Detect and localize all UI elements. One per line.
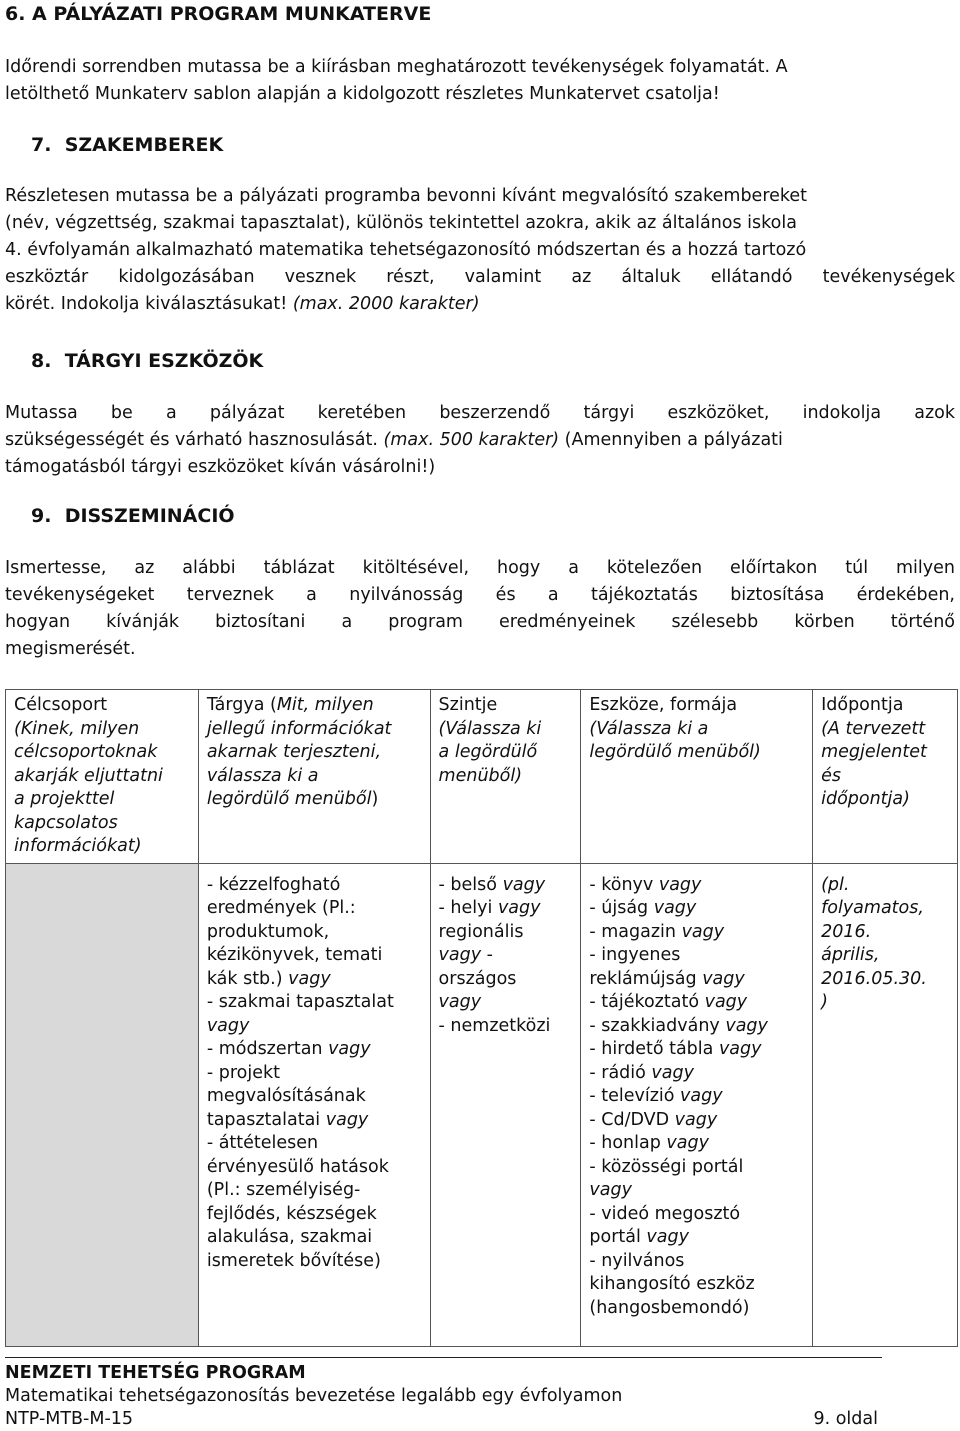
section-6-body <box>5 54 955 108</box>
cell-line: - közösségi portál <box>589 1156 744 1177</box>
body-text: (Amennyiben a pályázati <box>559 430 783 450</box>
cell-line: (Pl.: személyiség- <box>206 1180 361 1200</box>
cell-line: regionális <box>438 921 524 942</box>
cell-line: fejlődés, készségek <box>206 1203 377 1224</box>
cell-line: Célcsoport <box>14 695 108 715</box>
header-cell-means <box>581 690 813 864</box>
cell-line: produktumok, <box>206 921 330 942</box>
cell-line: és <box>821 765 841 786</box>
body-line: eszköztár kidolgozásában vesznek részt, valamint az általuk ellátandó tevékenységek <box>5 267 955 287</box>
cell-line: vagy <box>438 992 482 1012</box>
cell-line: portál vagy <box>589 1227 689 1247</box>
header-cell-level <box>430 690 581 864</box>
char-limit-note: (max. 500 karakter) <box>383 430 560 450</box>
cell-line: - nyilvános <box>589 1250 685 1271</box>
page-number: 9. oldal <box>813 1409 878 1429</box>
section-title: SZAKEMBEREK <box>64 134 224 156</box>
section-number: 7. <box>31 134 52 156</box>
cell-line: - nemzetközi <box>438 1015 551 1036</box>
date-example-cell <box>813 863 958 1346</box>
target-group-cell[interactable] <box>6 863 199 1346</box>
cell-line: (Válassza ki <box>438 718 542 739</box>
cell-line: - magazin vagy <box>589 921 725 942</box>
cell-line: - könyv vagy <box>589 874 702 895</box>
cell-line: menüből) <box>438 765 523 786</box>
section-title: TÁRGYI ESZKÖZÖK <box>64 350 264 372</box>
cell-line: - kézzelfogható <box>206 874 341 895</box>
cell-line: (A tervezett <box>821 718 926 739</box>
level-options-cell <box>430 863 581 1346</box>
cell-line: alakulása, szakmai <box>206 1227 373 1247</box>
cell-line: (hangosbemondó) <box>589 1297 750 1318</box>
subject-options-cell <box>198 863 430 1346</box>
cell-line: tapasztalatai vagy <box>206 1109 369 1130</box>
footer-subtitle: Matematikai tehetségazonosítás bevezetése legalább egy évfolyamon <box>5 1386 623 1406</box>
cell-line: (Válassza ki a <box>589 718 709 739</box>
section-title: DISSZEMINÁCIÓ <box>64 505 235 527</box>
cell-line: kák stb.) vagy <box>206 968 331 989</box>
cell-line: időpontja) <box>821 789 910 809</box>
cell-line: (pl. <box>821 874 850 895</box>
footer-code: NTP-MTB-M-15 <box>5 1409 134 1429</box>
body-line: letölthető Munkaterv sablon alapján a kidolgozott részletes Munkatervet csatolja! <box>5 84 720 104</box>
header-cell-date <box>813 690 958 864</box>
cell-line: eredmények (Pl.: <box>206 898 356 918</box>
body-text: szükségességét és várható hasznosulását. <box>5 430 384 450</box>
section-6-heading: 6. A PÁLYÁZATI PROGRAM MUNKATERVE <box>5 3 432 25</box>
cell-line: akarják eljuttatni <box>14 765 163 786</box>
footer-divider <box>5 1357 882 1358</box>
cell-line: vagy <box>589 1180 632 1200</box>
cell-line: - újság vagy <box>589 898 697 918</box>
body-line: Mutassa be a pályázat keretében beszerzendő tárgyi eszközöket, indokolja azok <box>5 403 955 423</box>
section-9-body <box>5 555 955 663</box>
cell-line: - projekt <box>206 1062 280 1083</box>
header-cell-target-group <box>6 690 199 864</box>
cell-line: - honlap vagy <box>589 1133 709 1153</box>
char-limit-note: (max. 2000 karakter) <box>292 294 480 314</box>
cell-line: - módszertan vagy <box>206 1039 371 1059</box>
section-7-heading <box>31 134 223 156</box>
body-line: tevékenységeket terveznek a nyilvánosság és a tájékoztatás biztosítása érdekében, <box>5 585 955 605</box>
cell-line: megjelentet <box>821 742 927 762</box>
table-row <box>6 863 958 1346</box>
body-line <box>5 427 955 454</box>
cell-line: célcsoportoknak <box>14 742 158 762</box>
means-options-cell <box>581 863 813 1346</box>
section-8-body <box>5 400 955 481</box>
cell-line: országos <box>438 968 517 989</box>
section-number: 8. <box>31 350 52 372</box>
cell-line: a legördülő <box>438 742 538 762</box>
cell-line: - rádió vagy <box>589 1062 694 1083</box>
cell-line: folyamatos, <box>821 898 924 918</box>
body-line: támogatásból tárgyi eszközöket kíván vásárolni!) <box>5 457 436 477</box>
cell-line: vagy - <box>438 945 493 965</box>
cell-line: - belső vagy <box>438 874 546 895</box>
header-cell-subject <box>198 690 430 864</box>
cell-line: ismeretek bővítése) <box>206 1250 381 1271</box>
footer-program: NEMZETI TEHETSÉG PROGRAM <box>5 1363 306 1383</box>
cell-line: kézikönyvek, temati <box>206 945 383 965</box>
body-text: körét. Indokolja kiválasztásukat! <box>5 294 293 314</box>
cell-line: válassza ki a <box>206 765 319 786</box>
body-line: Részletesen mutassa be a pályázati programba bevonni kívánt megvalósító szakembereket <box>5 186 808 206</box>
cell-line: legördülő menüből) <box>589 742 761 762</box>
cell-line: - ingyenes <box>589 945 681 965</box>
cell-line: jellegű információkat <box>206 718 392 739</box>
cell-line: - szakkiadvány vagy <box>589 1015 768 1036</box>
cell-line: kihangosító eszköz <box>589 1274 755 1294</box>
cell-line: - áttételesen <box>206 1133 319 1153</box>
cell-line: akarnak terjeszteni, <box>206 742 382 762</box>
section-9-heading <box>31 505 235 527</box>
cell-line: ) <box>821 992 828 1012</box>
body-line: Időrendi sorrendben mutassa be a kiírásban meghatározott tevékenységek folyamatát. A <box>5 57 788 77</box>
section-8-heading <box>31 350 263 372</box>
cell-line: - helyi vagy <box>438 898 541 918</box>
body-line: hogyan kívánják biztosítani a program eredményeinek szélesebb körben történő <box>5 612 955 632</box>
body-line: Ismertesse, az alábbi táblázat kitöltésével, hogy a kötelezően előírtakon túl milyen <box>5 558 955 578</box>
cell-line: - televízió vagy <box>589 1086 723 1106</box>
cell-line: megvalósításának <box>206 1086 366 1106</box>
cell-line: - hirdető tábla vagy <box>589 1039 762 1059</box>
cell-line: 2016.05.30. <box>821 968 927 989</box>
cell-line: Eszköze, formája <box>589 695 738 715</box>
body-line: (név, végzettség, szakmai tapasztalat), különös tekintettel azokra, akik az általános iskola <box>5 213 797 233</box>
cell-line: érvényesülő hatások <box>206 1156 389 1177</box>
section-7-body <box>5 183 955 318</box>
cell-line: kapcsolatos <box>14 812 118 833</box>
cell-line: vagy <box>206 1015 250 1036</box>
cell-line: Tárgya (Mit, milyen <box>206 695 374 715</box>
table-header-row <box>6 690 958 864</box>
cell-line: információkat) <box>14 836 142 856</box>
cell-line: - Cd/DVD vagy <box>589 1109 718 1130</box>
cell-line: Időpontja <box>821 695 904 715</box>
cell-line: Szintje <box>438 695 498 715</box>
cell-line: április, <box>821 945 880 965</box>
section-number: 9. <box>31 505 52 527</box>
body-line: 4. évfolyamán alkalmazható matematika tehetségazonosító módszertan és a hozzá tartozó <box>5 240 807 260</box>
cell-line: reklámújság vagy <box>589 968 745 989</box>
dissemination-table <box>5 689 958 1347</box>
cell-line: - tájékoztató vagy <box>589 992 748 1012</box>
cell-line: a projekttel <box>14 789 115 809</box>
cell-line: (Kinek, milyen <box>14 718 140 739</box>
cell-line: legördülő menüből) <box>206 789 379 809</box>
cell-line: 2016. <box>821 921 872 942</box>
body-line <box>5 291 955 318</box>
cell-line: - szakmai tapasztalat <box>206 992 394 1012</box>
body-line: megismerését. <box>5 639 136 659</box>
cell-line: - videó megosztó <box>589 1203 741 1224</box>
